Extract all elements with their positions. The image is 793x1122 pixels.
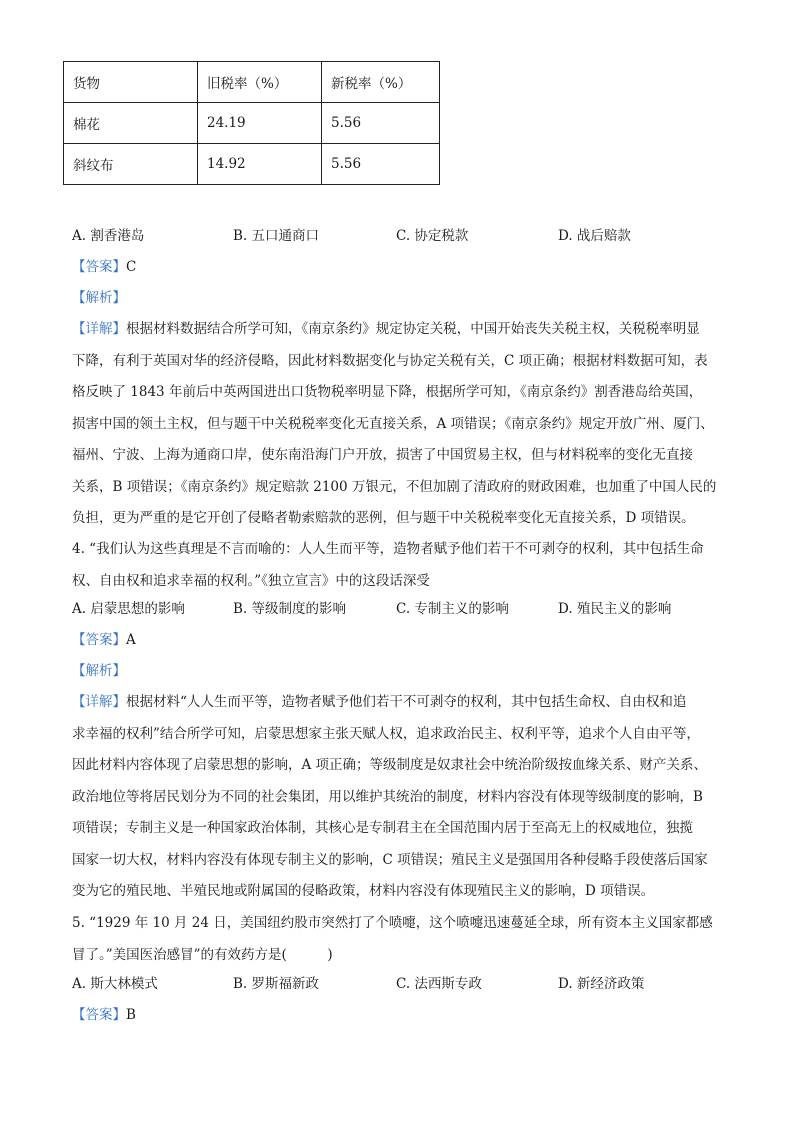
q3-analysis-label bbox=[72, 288, 126, 308]
q5-option-d: D. 新经济政策 bbox=[558, 976, 645, 992]
question-line: 4. “我们认为这些真理是不言而喻的：人人生而平等，造物者赋予他们若干不可剥夺的权利，其中包括生命 bbox=[72, 541, 704, 557]
q4-answer bbox=[72, 630, 136, 650]
q3-option-c: C. 协定税款 bbox=[396, 228, 469, 244]
q5-answer bbox=[72, 1005, 136, 1025]
q5-option-b: B. 罗斯福新政 bbox=[233, 976, 320, 992]
detail-line: 格反映了 1843 年前后中英两国进出口货物税率明显下降，根据所学可知，《南京条约》割香港岛给英国， bbox=[72, 384, 703, 400]
table-cell: 棉花 bbox=[64, 103, 198, 144]
detail-line: 变为它的殖民地、半殖民地或附属国的侵略政策，材料内容没有体现殖民主义的影响，D 项错误。 bbox=[72, 883, 655, 899]
q3-answer bbox=[72, 257, 136, 277]
q3-detail bbox=[72, 314, 722, 535]
detail-tag: 【详解】 bbox=[72, 694, 126, 710]
answer-tag: 【答案】 bbox=[72, 1007, 126, 1023]
table-header-row bbox=[64, 62, 440, 103]
q5-question bbox=[72, 908, 722, 971]
detail-line: 福州、宁波、上海为通商口岸，使东南沿海门户开放，损害了中国贸易主权，但与材料税率的变化无直接 bbox=[72, 447, 693, 463]
answer-value: B bbox=[126, 1007, 136, 1023]
table-cell: 斜纹布 bbox=[64, 144, 198, 185]
answer-value: A bbox=[126, 632, 136, 648]
q4-detail bbox=[72, 687, 722, 908]
table-cell: 5.56 bbox=[322, 144, 440, 185]
detail-line: 损害中国的领土主权，但与题干中关税税率变化无直接关系，A 项错误；《南京条约》规定开放广州、厦门、 bbox=[72, 415, 714, 432]
detail-line: 求幸福的权利”结合所学可知，启蒙思想家主张天赋人权，追求政治民主、权利平等，追求个人自由平等， bbox=[72, 725, 700, 742]
q5-option-a: A. 斯大林模式 bbox=[72, 976, 158, 992]
detail-line: 负担，更为严重的是它开创了侵略者勒索赔款的恶例，但与题干中关税税率变化无直接关系，D 项错误。 bbox=[72, 510, 695, 526]
table-header-cell: 新税率（%） bbox=[322, 62, 440, 103]
detail-line: 根据材料数据结合所学可知，《南京条约》规定协定关税，中国开始丧失关税主权，关税税率明显 bbox=[126, 321, 700, 337]
answer-tag: 【答案】 bbox=[72, 632, 126, 648]
tax-rate-table bbox=[63, 61, 440, 185]
question-line: 冒了。”美国医治感冒”的有效药方是( ) bbox=[72, 946, 333, 963]
q3-option-a: A. 割香港岛 bbox=[72, 228, 145, 244]
detail-line: 根据材料“人人生而平等，造物者赋予他们若干不可剥夺的权利，其中包括生命权、自由权和追 bbox=[126, 694, 687, 710]
detail-tag: 【详解】 bbox=[72, 321, 126, 337]
question-line: 权、自由权和追求幸福的权利。”《独立宣言》中的这段话深受 bbox=[72, 572, 430, 589]
table-row bbox=[64, 103, 440, 144]
q4-option-a: A. 启蒙思想的影响 bbox=[72, 601, 185, 617]
q4-option-b: B. 等级制度的影响 bbox=[233, 601, 347, 617]
table-row bbox=[64, 144, 440, 185]
detail-line: 国家一切大权，材料内容没有体现专制主义的影响，C 项错误；殖民主义是强国用各种侵略手段使落后国家 bbox=[72, 851, 708, 868]
table-cell: 24.19 bbox=[198, 103, 322, 144]
detail-line: 政治地位等将居民划分为不同的社会集团，用以维护其统治的制度，材料内容没有体现等级制度的影响，B bbox=[72, 788, 703, 805]
q4-option-c: C. 专制主义的影响 bbox=[396, 601, 509, 617]
q5-option-c: C. 法西斯专政 bbox=[396, 976, 482, 992]
q3-option-b: B. 五口通商口 bbox=[233, 228, 320, 244]
q3-option-d: D. 战后赔款 bbox=[558, 228, 631, 244]
table-cell: 5.56 bbox=[322, 103, 440, 144]
table-header-cell: 货物 bbox=[64, 62, 198, 103]
detail-line: 关系，B 项错误；《南京条约》规定赔款 2100 万银元，不但加剧了清政府的财政困难，也加重了中国人民的 bbox=[72, 478, 717, 495]
q4-option-d: D. 殖民主义的影响 bbox=[558, 601, 672, 617]
analysis-tag: 【解析】 bbox=[72, 663, 126, 679]
analysis-tag: 【解析】 bbox=[72, 290, 126, 306]
answer-tag: 【答案】 bbox=[72, 259, 126, 275]
question-line: 5. “1929 年 10 月 24 日，美国纽约股市突然打了个喷嚏，这个喷嚏迅速蔓延全球，所有资本主义国家都感 bbox=[72, 915, 713, 931]
answer-value: C bbox=[126, 259, 137, 275]
detail-line: 项错误；专制主义是一种国家政治体制，其核心是专制君主在全国范围内居于至高无上的权威地位，独揽 bbox=[72, 820, 693, 836]
detail-line: 下降，有利于英国对华的经济侵略，因此材料数据变化与协定关税有关，C 项正确；根据材料数据可知，表 bbox=[72, 352, 708, 369]
q4-analysis-label bbox=[72, 661, 126, 681]
detail-line: 因此材料内容体现了启蒙思想的影响，A 项正确；等级制度是奴隶社会中统治阶级按血缘关系、财产关系、 bbox=[72, 757, 708, 773]
q4-question bbox=[72, 534, 722, 597]
table-header-cell: 旧税率（%） bbox=[198, 62, 322, 103]
table-cell: 14.92 bbox=[198, 144, 322, 185]
